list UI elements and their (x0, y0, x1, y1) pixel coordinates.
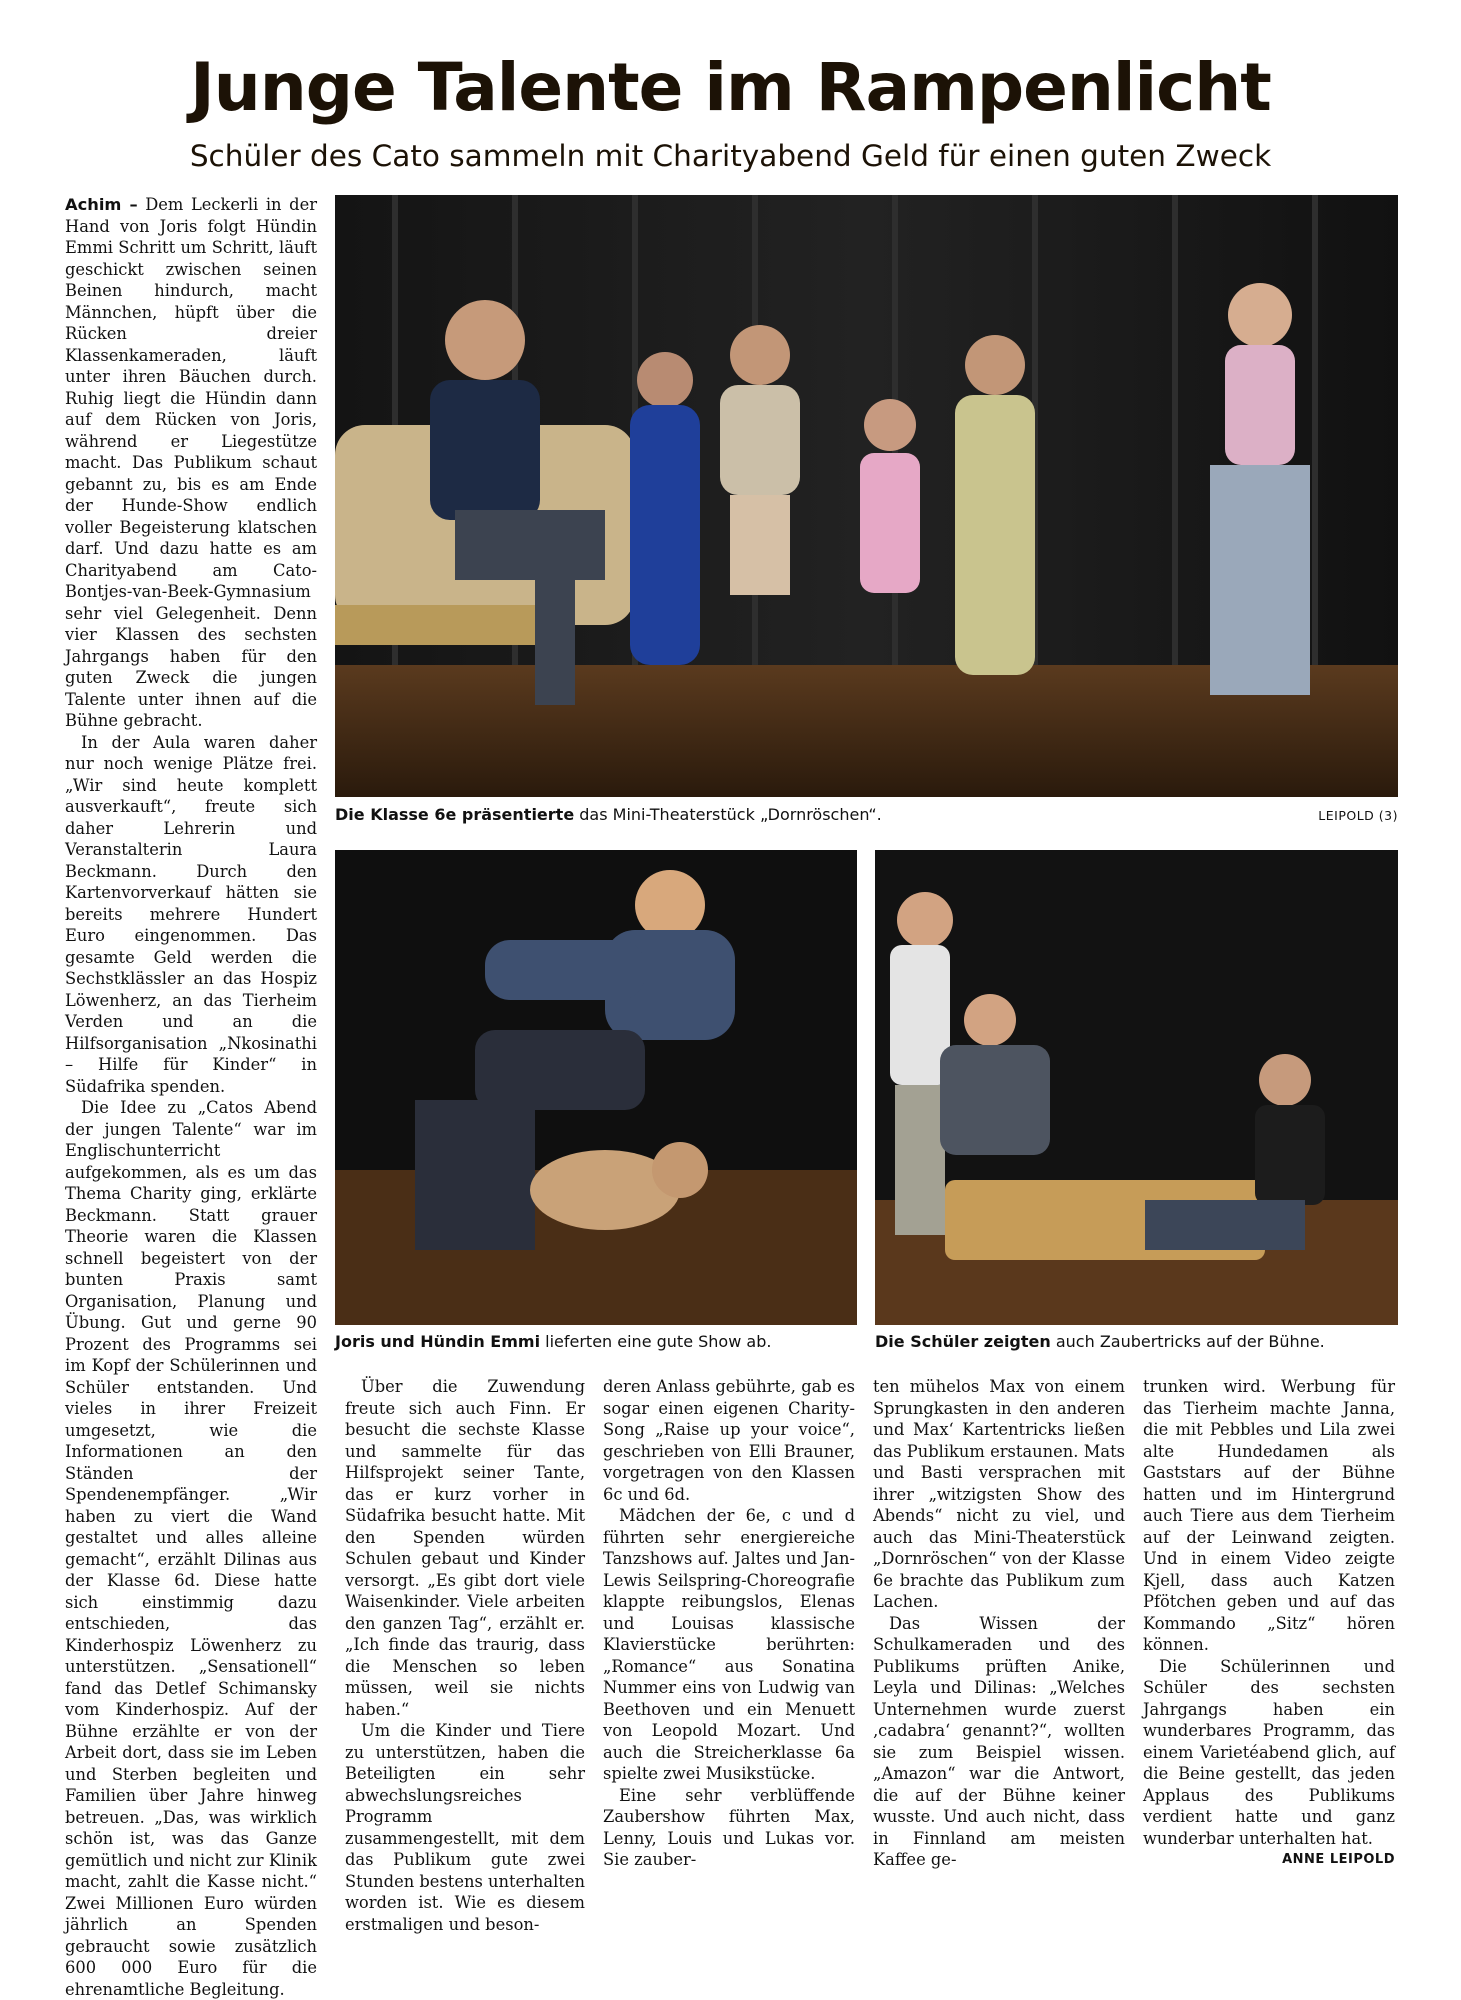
photo-credit: LEIPOLD (3) (1318, 808, 1398, 823)
subheadline: Schüler des Cato sammeln mit Charityabend Geld für einen guten Zweck (189, 139, 1272, 173)
paragraph: Um die Kinder und Tiere zu unterstützen, haben die Beteiligten ein sehr abwechslungsreiches Programm zusammengestellt, mit dem das Publikum gute zwei Stunden bestens unterhalten worden ist. Wie es diesem erstmaligen und beson- (345, 1721, 585, 1934)
headline: Junge Talente im Rampenlicht (190, 49, 1271, 126)
photo-theatre-scene (335, 195, 1398, 797)
paragraph: ten mühelos Max von einem Sprungkasten in den anderen und Max‘ Kartentricks ließen das Publikum erstaunen. Mats und Basti versprachen mit ihrer „witzigsten Show des Abends“ nicht zu viel, und auch das Mini-Theaterstück „Dornröschen“ von der Klasse 6e brachte das Publikum zum Lachen. (873, 1377, 1125, 1611)
magic-tricks-image (875, 850, 1398, 1325)
photo-caption-top: Die Klasse 6e präsentierte das Mini-Theaterstück „Dornröschen“. (335, 805, 882, 824)
article-column-5 (1143, 1376, 1395, 1871)
paragraph: Achim – Dem Leckerli in der Hand von Joris folgt Hündin Emmi Schritt um Schritt, läuft geschickt zwischen seinen Beinen hindurch, macht Männchen, hüpft über die Rücken dreier Klassenkameraden, läuft unter ihren Bäuchen durch. Ruhig liegt die Hündin dann auf dem Rücken von Joris, während er Liegestütze macht. Das Publikum schaut gebannt zu, bis es am Ende der Hunde-Show endlich voller Begeisterung klatschen darf. Und dazu hatte es am Charityabend am Cato-Bontjes-van-Beek-Gymnasium sehr viel Gelegenheit. Denn vier Klassen des sechsten Jahrgangs haben für den guten Zweck die jungen Talente unter ihnen auf die Bühne gebracht. (65, 195, 317, 730)
article-column-4 (873, 1376, 1125, 1871)
paragraph: Das Wissen der Schulkameraden und des Publikums prüften Anike, Leyla und Dilinas: „Welches Unternehmen wurde zuerst ‚cadabra‘ genannt?“, wollten sie zum Beispiel wissen. „Amazon“ war die Antwort, die auf der Bühne keiner wusste. Und auch nicht, dass in Finnland am meisten Kaffee ge- (873, 1613, 1125, 1869)
paragraph: Über die Zuwendung freute sich auch Finn. Er besucht die sechste Klasse und sammelte für das Hilfsprojekt seiner Tante, das er kurz vorher in Südafrika besucht hatte. Mit den Spenden würden Schulen gebaut und Kinder versorgt. „Es gibt dort viele Waisenkinder. Viele arbeiten den ganzen Tag“, erzählt er. „Ich finde das traurig, dass die Menschen so leben müssen, weil sie nichts haben.“ (345, 1377, 585, 1719)
paragraph: deren Anlass gebührte, gab es sogar einen eigenen Charity-Song „Raise up your voice“, geschrieben von Elli Brauner, vorgetragen von den Klassen 6c und 6d. (603, 1377, 855, 1504)
photo-caption-bottom-left: Joris und Hündin Emmi lieferten eine gute Show ab. (335, 1332, 772, 1351)
paragraph: Die Schülerinnen und Schüler des sechsten Jahrgangs haben ein wunderbares Programm, das einem Varietéabend glich, auf die Beine gestellt, das jeden Applaus des Publikums verdient hatte und ganz wunderbar unterhalten hat. ANNE LEIPOLD (1143, 1656, 1395, 1850)
paragraph: Mädchen der 6e, c und d führten sehr energiereiche Tanzshows auf. Jaltes und Jan-Lewis Seilspring-Choreografie klappte reibungslos, Elenas und Louisas klassische Klavierstücke berührten: „Romance“ aus Sonatina Nummer eins von Ludwig van Beethoven und ein Menuett von Leopold Mozart. Und auch die Streicherklasse 6a spielte zwei Musikstücke. (603, 1506, 855, 1783)
theatre-scene-image (335, 195, 1398, 797)
paragraph: trunken wird. Werbung für das Tierheim machte Janna, die mit Pebbles und Lila zwei alte Hundedamen als Gaststars auf der Bühne hatten und im Hintergrund auch Tiere aus dem Tierheim auf der Leinwand zeigten. Und in einem Video zeigte Kjell, dass auch Katzen Pfötchen geben und auf das Kommando „Sitz“ hören können. (1143, 1377, 1395, 1654)
paragraph: Die Idee zu „Catos Abend der jungen Talente“ war im Englischunterricht aufgekommen, als es um das Thema Charity ging, erklärte Beckmann. Statt grauer Theorie waren die Klassen schnell begeistert von der bunten Praxis samt Organisation, Planung und Übung. Gut und gerne 90 Prozent des Programms sei im Kopf der Schülerinnen und Schüler entstanden. Und vieles in ihrer Freizeit umgesetzt, wie die Informationen an den Ständen der Spendenempfänger. „Wir haben zu viert die Wand gestaltet und alles alleine gemacht“, erzählt Dilinas aus der Klasse 6d. Diese hatte sich einstimmig dazu entschieden, das Kinderhospiz Löwenherz zu unterstützen. „Sensationell“ fand das Detlef Schimansky vom Kinderhospiz. Auf der Bühne erzählte er von der Arbeit dort, dass sie im Leben und Sterben begleiten und Familien über Jahre hinweg betreuen. „Das, was wirklich schön ist, was das Ganze gemütlich und nicht zur Klinik macht, zahlt die Kasse nicht.“ Zwei Millionen Euro würden jährlich an Spenden gebraucht sowie zusätzlich 600 000 Euro für die ehrenamtliche Begleitung. (65, 1098, 317, 1999)
paragraph: Eine sehr verblüffende Zaubershow führten Max, Lenny, Louis und Lukas vor. Sie zauber- (603, 1785, 855, 1869)
article-column-3 (603, 1376, 855, 1871)
dateline: Achim – (65, 195, 138, 214)
photo-magic-tricks (875, 850, 1398, 1325)
author-byline: ANNE LEIPOLD (1282, 1852, 1395, 1867)
photo-dog-show (335, 850, 857, 1325)
article-column-2 (345, 1376, 585, 1935)
paragraph: In der Aula waren daher nur noch wenige Plätze frei. „Wir sind heute komplett ausverkauft“, freute sich daher Lehrerin und Veranstalterin Laura Beckmann. Durch den Kartenvorverkauf hätten sie bereits mehrere Hundert Euro eingenommen. Das gesamte Geld werden die Sechstklässler an das Hospiz Löwenherz, an das Tierheim Verden und an die Hilfsorganisation „Nkosinathi – Hilfe für Kinder“ in Südafrika spenden. (65, 732, 317, 1096)
article-column-1 (65, 194, 317, 2000)
dog-show-image (335, 850, 857, 1325)
photo-caption-bottom-right: Die Schüler zeigten auch Zaubertricks auf der Bühne. (875, 1332, 1325, 1351)
